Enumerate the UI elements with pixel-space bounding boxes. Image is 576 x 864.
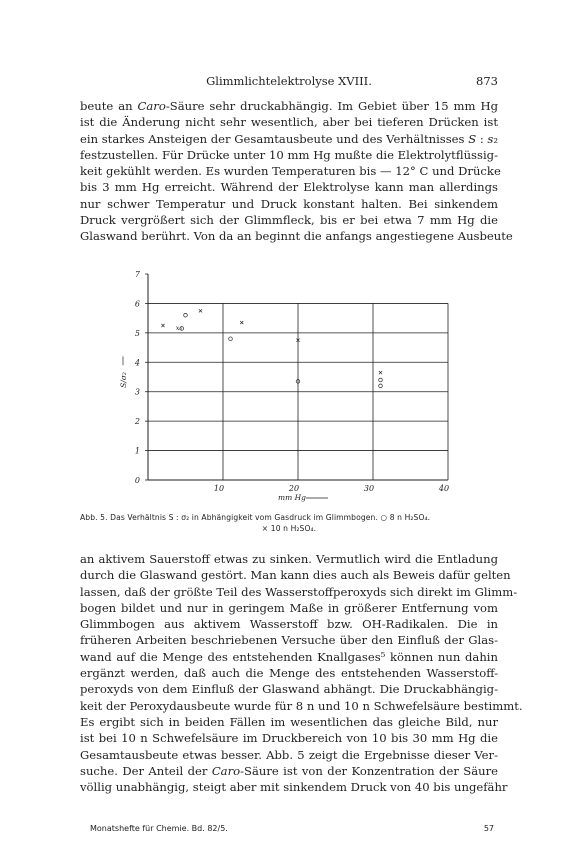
running-header: [80, 74, 498, 90]
text-line: bogen bildet und nur in geringem Maße in größerer Entfernung vom: [80, 600, 498, 615]
text-line: keit der Peroxydausbeute wurde für 8 n und 10 n Schwefelsäure bestimmt.: [80, 698, 523, 713]
y-tick-label: 0: [134, 476, 140, 485]
caption-line-2: × 10 n H₂SO₄.: [261, 524, 317, 533]
data-point-circle: [229, 337, 233, 341]
figure-abb-5: [118, 266, 464, 502]
data-point-cross: [379, 371, 382, 374]
running-title: Glimmlichtelektrolyse XVIII.: [206, 74, 372, 88]
data-point-cross: [240, 321, 243, 324]
y-tick-label: 6: [134, 299, 140, 309]
text-line: wand auf die Menge des entstehenden Knallgases⁵ können nun dahin: [80, 649, 498, 664]
text-line: suche. Der Anteil der Caro-Säure ist von der Konzentration der Säure: [80, 763, 498, 778]
x-tick-label: 10: [213, 484, 225, 493]
text-line: nur schwer Temperatur und Druck konstant halten. Bei sinkendem: [80, 196, 498, 211]
page-number: 873: [476, 74, 498, 88]
axes: [145, 274, 448, 480]
text-line: Glimmbogen aus aktivem Wasserstoff bzw. OH-Radikalen. Die in: [80, 617, 498, 632]
text-line: Gesamtausbeute etwas besser. Abb. 5 zeigt die Ergebnisse dieser Ver-: [80, 747, 498, 762]
text-line: früheren Arbeiten beschriebenen Versuche über den Einfluß der Glas-: [80, 633, 498, 648]
text-line: festzustellen. Für Drücke unter 10 mm Hg mußte die Elektrolytflüssig-: [80, 147, 498, 162]
data-point-circle: [379, 378, 383, 382]
figure-caption: [80, 512, 498, 534]
text-line: peroxyds von dem Einfluß der Glaswand abhängt. Die Druckabhängig-: [80, 682, 498, 697]
caption-line-1: Abb. 5. Das Verhältnis S : σ₂ in Abhängigkeit vom Gasdruck im Glimmbogen. ○ 8 n H₂SO₄.: [80, 513, 431, 522]
y-tick-label: 4: [134, 358, 140, 368]
text-line: ist die Änderung nicht sehr wesentlich, aber bei tieferen Drücken ist: [80, 115, 498, 130]
x-tick-label: 20: [288, 484, 300, 493]
paragraph-1: [80, 98, 513, 245]
text-line: Es ergibt sich in beiden Fällen im wesentlichen das gleiche Bild, nur: [80, 714, 498, 729]
data-point-cross: [199, 309, 202, 312]
sheet-number: 57: [483, 824, 494, 833]
text-line: bis 3 mm Hg erreicht. Während der Elektrolyse kann man allerdings: [80, 180, 498, 195]
x-tick-label: 40: [438, 484, 450, 493]
text-line: beute an Caro-Säure sehr druckabhängig. Im Gebiet über 15 mm Hg: [80, 99, 498, 113]
y-tick-label: 7: [134, 270, 140, 279]
data-point-cross: [161, 324, 164, 327]
text-line: ergänzt werden, daß auch die Menge des entstehenden Wasserstoff-: [80, 666, 498, 681]
y-tick-label: 1: [134, 446, 140, 456]
journal-reference: Monatshefte für Chemie. Bd. 82/5.: [90, 824, 228, 833]
x-tick-label: 30: [363, 484, 375, 493]
x-axis-label: mm Hg: [278, 493, 306, 502]
data-point-circle: [184, 313, 188, 317]
data-marks: [161, 309, 382, 387]
text-line: lassen, daß der größte Teil des Wasserstoffperoxyds sich direkt im Glimm-: [80, 584, 518, 599]
text-line: durch die Glaswand gestört. Man kann dies auch als Beweis dafür gelten: [80, 568, 511, 583]
data-point-circle: [379, 384, 383, 388]
y-tick-label: 2: [134, 417, 140, 427]
text-line: Druck vergrößert sich der Glimmfleck, bis er bei etwa 7 mm Hg die: [80, 213, 498, 228]
text-line: völlig unabhängig, steigt aber mit sinkendem Druck von 40 bis ungefähr: [80, 780, 508, 795]
scatter-chart: [118, 266, 464, 502]
point-label: x₀: [175, 323, 183, 332]
text-line: ein starkes Ansteigen der Gesamtausbeute und des Verhältnisses S : s₂: [80, 131, 499, 146]
page-footer: [90, 824, 494, 836]
y-tick-label: 3: [134, 387, 140, 397]
y-tick-label: 5: [134, 328, 140, 338]
tick-labels: [119, 270, 449, 502]
paragraph-2: [80, 551, 523, 795]
text-line: keit gekühlt werden. Es wurden Temperaturen bis — 12° C und Drücke: [80, 164, 501, 179]
y-axis-label: S/σ₂: [119, 372, 128, 388]
text-line: an aktivem Sauerstoff etwas zu sinken. Vermutlich wird die Entladung: [80, 552, 498, 566]
text-line: Glaswand berührt. Von da an beginnt die anfangs angestiegene Ausbeute: [80, 229, 513, 244]
grid: [148, 303, 448, 480]
text-line: ist bei 10 n Schwefelsäure im Druckbereich von 10 bis 30 mm Hg die: [80, 731, 498, 746]
